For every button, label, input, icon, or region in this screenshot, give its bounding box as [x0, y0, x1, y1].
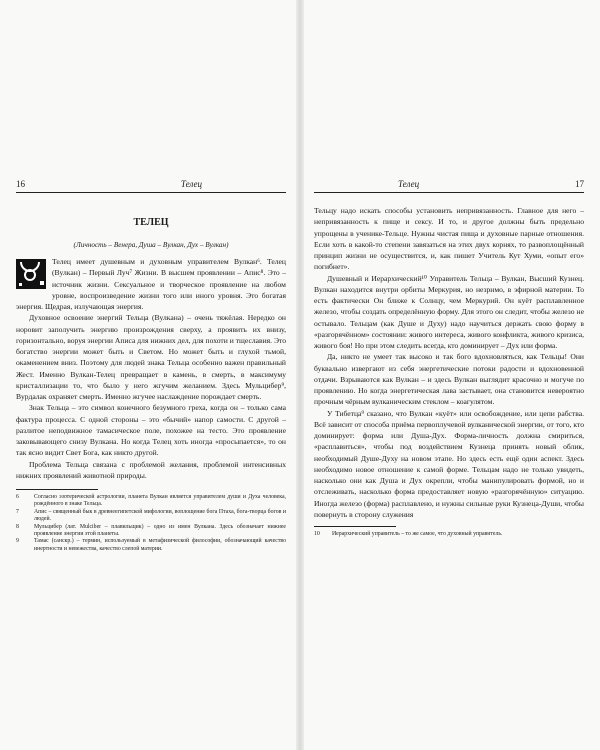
- footnote: 9 Тамас (санскр.) – термин, используемый в метафизической философии, обозначающий качество инертности и невежества, качество слепой материи.: [16, 538, 286, 552]
- footnote-rule: [314, 526, 396, 527]
- running-title: Телец: [398, 179, 420, 189]
- taurus-symbol-icon: [16, 259, 46, 289]
- running-header: [16, 178, 286, 193]
- paragraph: Да, никто не умеет так высоко и так бого вдохновляться, как Тельцы! Они буквально извергают из себя энергетические потоки радости и вдохновенной отдачи. Взрываются как Вулкан – и здесь Вулкан выглядит красочно и могуче по проявлению. Но когда энергетическая лава застывает, она становится невероятно прочным чёрным вулканическим стеклом – коагулятом.: [314, 352, 584, 407]
- running-title: Телец: [180, 179, 202, 189]
- book-gutter: [296, 0, 304, 750]
- paragraph: Тельцу надо искать способы установить непривязанность. Главное для него – непривязанность к пище и сексу. И то, и другое должны быть предельно упрощены в ученике-Тельце. Нужны чистая пища и духовные парные отношения. Если хоть в какой-то степени завязаться на этих двух корнях, то развоплощённый принцип жизни не осуществится, и, как пишет Учитель Кут Хуми, «опыт его» погибнет».: [314, 206, 584, 272]
- footnotes: [16, 494, 286, 553]
- page-number: 16: [16, 179, 25, 189]
- footnote-rule: [16, 489, 98, 490]
- footnote: 8 Мульцибер (лат. Mulciber – плавильщик) – одно из имен Вулкана. Здесь обозначает нижнее проявление энергии этой планеты.: [16, 523, 286, 538]
- paragraph: Знак Тельца – это символ конечного безумного греха, когда он – только сама фактура процесса. С одной стороны – это «бычий» напор самости. С другой – разлитое неподвижное тамасическое поле, похожее на тесто. Это проявление заковывающего снизу Вулкана. Но когда Телец хоть иногда «просыпается», то он так ясно видит Свет Бога, как никто другой.: [16, 403, 286, 458]
- running-header: [314, 178, 584, 193]
- chapter-heading: ТЕЛЕЦ: [133, 217, 169, 228]
- footnotes: [314, 531, 584, 538]
- chapter-subtitle: (Личность – Венера, Душа – Вулкан, Дух – Вулкан): [73, 241, 229, 249]
- paragraph: Духовное освоение энергий Тельца (Вулкана) – очень тяжёлая. Нередко он норовит заполучить энергию произрождения сверху, а проявить их внизу, горизонтально, воруя энергии Аписа для нижних дел, для похоти и тщеславия. Это богатство энергии может быть и Светом. Но может быть и глухой тьмой, окаменением вниз. Поэтому для людей знака Тельца особенно важен правильный Жест. Именно Вулкан-Телец превращает в камень, в смерть, в максимуму кристаллизации то, что было у него жгучим желанием. Здесь Мульцибер⁹, Вурдалак охраняет смерть. Именно жгучее наслаждение порождает смерть.: [16, 313, 286, 401]
- left-page: [16, 178, 286, 553]
- paragraph: Душевный и Иерархический¹⁰ Управитель Тельца – Вулкан, Высший Кузнец. Вулкан находится внутри орбиты Меркурия, но незримо, в эфирной материи. То есть фактически Он ближе к Солнцу, чем Меркурий. Он куёт расплавленное железо, чтобы создать определённую форму. Для этого он следит, чтобы железо не остывало. Тельцам (как Душе и Духу) надо научиться держать свою форму в «разгорячённом» состоянии: живого интереса, живого конфликта, живого кризиса, живого боя! Но при этом следить всегда, кто доминирует – Дух или форма.: [314, 273, 584, 350]
- right-body-text: [314, 205, 584, 520]
- footnote: 6 Согласно эзотерической астрологии, планета Вулкан является управителем души и Духа человека, рождённого в знаке Тельца.: [16, 494, 286, 508]
- paragraph: Проблема Тельца связана с проблемой желания, проблемой интенсивных нижних проявлений животной природы.: [16, 459, 286, 480]
- paragraph: Телец имеет душевным и духовным управителем Вулкан⁶. Телец (Вулкан) – Первый Луч⁷ Жизни. В высшем проявлении – Апис⁸. Это – источник жизни. Сексуальное и творческое проявление на любом уровне, воспроизведение жизни того или иного уровня. Это богатая энергия. Щедрая, излучающая энергия.: [16, 257, 286, 311]
- footnote: 10 Иерархический управитель – то же самое, что духовный управитель.: [314, 531, 503, 537]
- right-page: [314, 178, 584, 538]
- paragraph: У Тибетца⁹ сказано, что Вулкан «куёт» или освобождение, или цепи рабства. Всё зависит от способа приёма первоплучевой вулканической энергии, от того, кто доминирует: форма или Душа-Дух. Форма-личность должна смириться, «расплавиться», чтобы под воздействием Кузнеца принять новый облик, необходимый Душе-Духу на новом этапе. Но здесь есть ещё один аспект. Здесь необходимо новое отношение к самой форме. Тельцам надо не только увидеть, насколько они как Душа и Дух окрепли, чтобы манипулировать формой, но и отслеживать, насколько форма предоставляет новую «разгорячённую» ситуацию. Иногда железо (форма) расплавлено, и нужны сильные руки Кузнеца-Души, чтобы повернуть в сторону служения: [314, 408, 584, 519]
- page-number: 17: [575, 179, 584, 189]
- left-body-text: [16, 256, 286, 481]
- footnote: 7 Апис – священный бык в древнеегипетской мифологии, воплощение бога Птаха, бога-творца богов и людей.: [16, 508, 286, 523]
